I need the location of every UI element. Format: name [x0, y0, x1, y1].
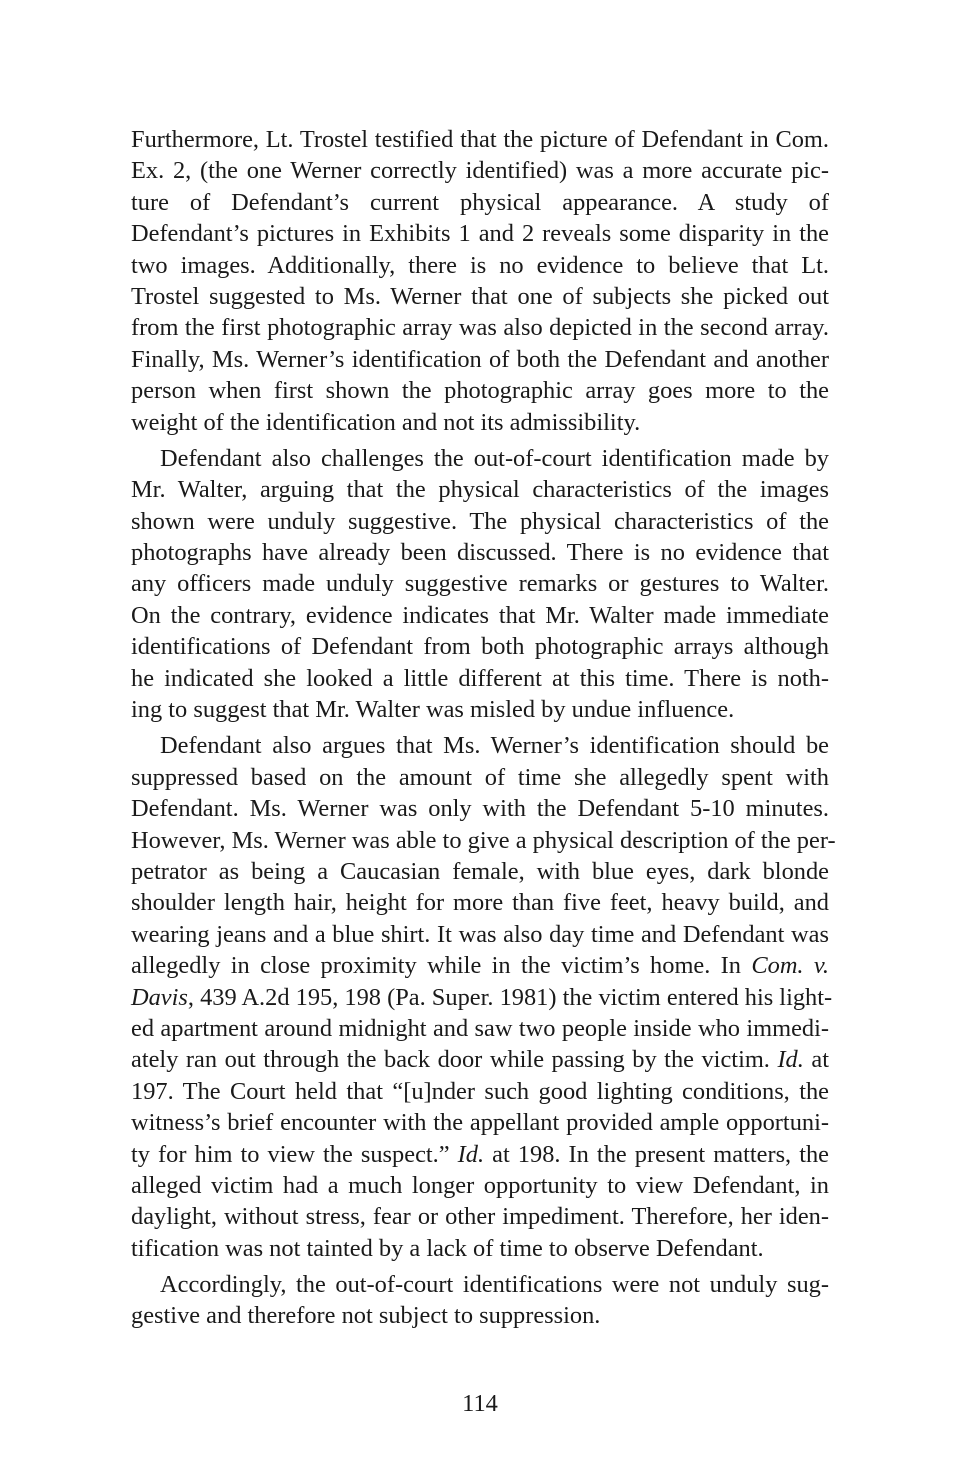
paragraph-1	[131, 124, 829, 438]
text-line: wearing jeans and a blue shirt. It was also day time and Defendant was	[131, 920, 829, 948]
id-citation-italic: Id.	[457, 1140, 485, 1168]
text-line: photographs have already been discussed. There is no evidence that	[131, 539, 829, 567]
text-line: tification was not tainted by a lack of time to observe Defendant.	[131, 1234, 764, 1262]
text-line: Finally, Ms. Werner’s identification of both the Defendant and another	[131, 345, 829, 373]
line-text: at	[803, 1046, 829, 1074]
text-line: Accordingly, the out-of-court identifications were not unduly sug-	[160, 1271, 829, 1299]
text-line: ture of Defendant’s current physical appearance. A study of	[131, 188, 829, 216]
text-line: Ex. 2, (the one Werner correctly identified) was a more accurate pic-	[131, 157, 829, 185]
text-line	[131, 1044, 829, 1075]
line-text: ty for him to view the suspect.”	[131, 1140, 458, 1168]
case-citation-italic: Davis	[131, 983, 188, 1011]
text-line: daylight, without stress, fear or other impediment. Therefore, her iden-	[131, 1203, 829, 1231]
text-line: person when first shown the photographic array goes more to the	[131, 377, 829, 405]
text-line	[131, 982, 833, 1013]
text-line: 197. The Court held that “[u]nder such good lighting conditions, the	[131, 1077, 829, 1105]
text-line: However, Ms. Werner was able to give a physical description of the per-	[131, 826, 836, 854]
text-line: ed apartment around midnight and saw two people inside who immedi-	[131, 1014, 829, 1042]
id-citation-italic: Id.	[777, 1046, 804, 1074]
line-text: allegedly in close proximity while in the victim’s home. In	[131, 952, 752, 980]
text-line: petrator as being a Caucasian female, with blue eyes, dark blonde	[131, 857, 829, 885]
text-line: Trostel suggested to Ms. Werner that one of subjects she picked out	[131, 282, 829, 310]
text-line: Furthermore, Lt. Trostel testified that the picture of Defendant in Com.	[131, 126, 829, 153]
text-line	[131, 1139, 829, 1170]
line-text: , 439 A.2d 195, 198 (Pa. Super. 1981) the victim entered his light-	[187, 983, 833, 1011]
paragraph-4	[131, 1269, 829, 1332]
text-line: Defendant also challenges the out-of-court identification made by	[160, 444, 829, 472]
text-line: Defendant. Ms. Werner was only with the Defendant 5-10 minutes.	[131, 795, 829, 823]
text-line: suppressed based on the amount of time she allegedly spent with	[131, 763, 829, 791]
paragraph-3	[131, 730, 836, 1264]
page-number: 114	[462, 1390, 498, 1417]
text-line	[131, 950, 829, 981]
text-line: On the contrary, evidence indicates that Mr. Walter made immediate	[131, 601, 829, 629]
text-line: witness’s brief encounter with the appellant provided ample opportuni-	[131, 1109, 829, 1137]
text-line: identifications of Defendant from both photographic arrays although	[131, 633, 829, 661]
case-citation-italic: Com. v.	[751, 952, 829, 980]
text-line: from the first photographic array was also depicted in the second array.	[131, 314, 829, 342]
text-line: gestive and therefore not subject to suppression.	[131, 1302, 601, 1330]
text-line: shown were unduly suggestive. The physical characteristics of the	[131, 507, 829, 535]
text-line: any officers made unduly suggestive remarks or gestures to Walter.	[131, 570, 829, 598]
text-line: Defendant also argues that Ms. Werner’s identification should be	[160, 732, 829, 760]
text-line: alleged victim had a much longer opportunity to view Defendant, in	[131, 1171, 829, 1199]
text-line: two images. Additionally, there is no evidence to believe that Lt.	[131, 251, 829, 279]
text-line: he indicated she looked a little different at this time. There is noth-	[131, 664, 829, 692]
text-line: Defendant’s pictures in Exhibits 1 and 2 reveals some disparity in the	[131, 220, 829, 248]
text-line: ing to suggest that Mr. Walter was misled by undue influence.	[131, 696, 735, 724]
text-line: shoulder length hair, height for more than five feet, heavy build, and	[131, 889, 829, 917]
line-text: ately ran out through the back door while passing by the victim.	[131, 1046, 778, 1074]
line-text: at 198. In the present matters, the	[484, 1140, 830, 1168]
body-text	[131, 124, 836, 1332]
text-line: weight of the identification and not its admissibility.	[131, 408, 641, 436]
paragraph-2	[131, 443, 829, 726]
text-line: Mr. Walter, arguing that the physical characteristics of the images	[131, 476, 829, 504]
